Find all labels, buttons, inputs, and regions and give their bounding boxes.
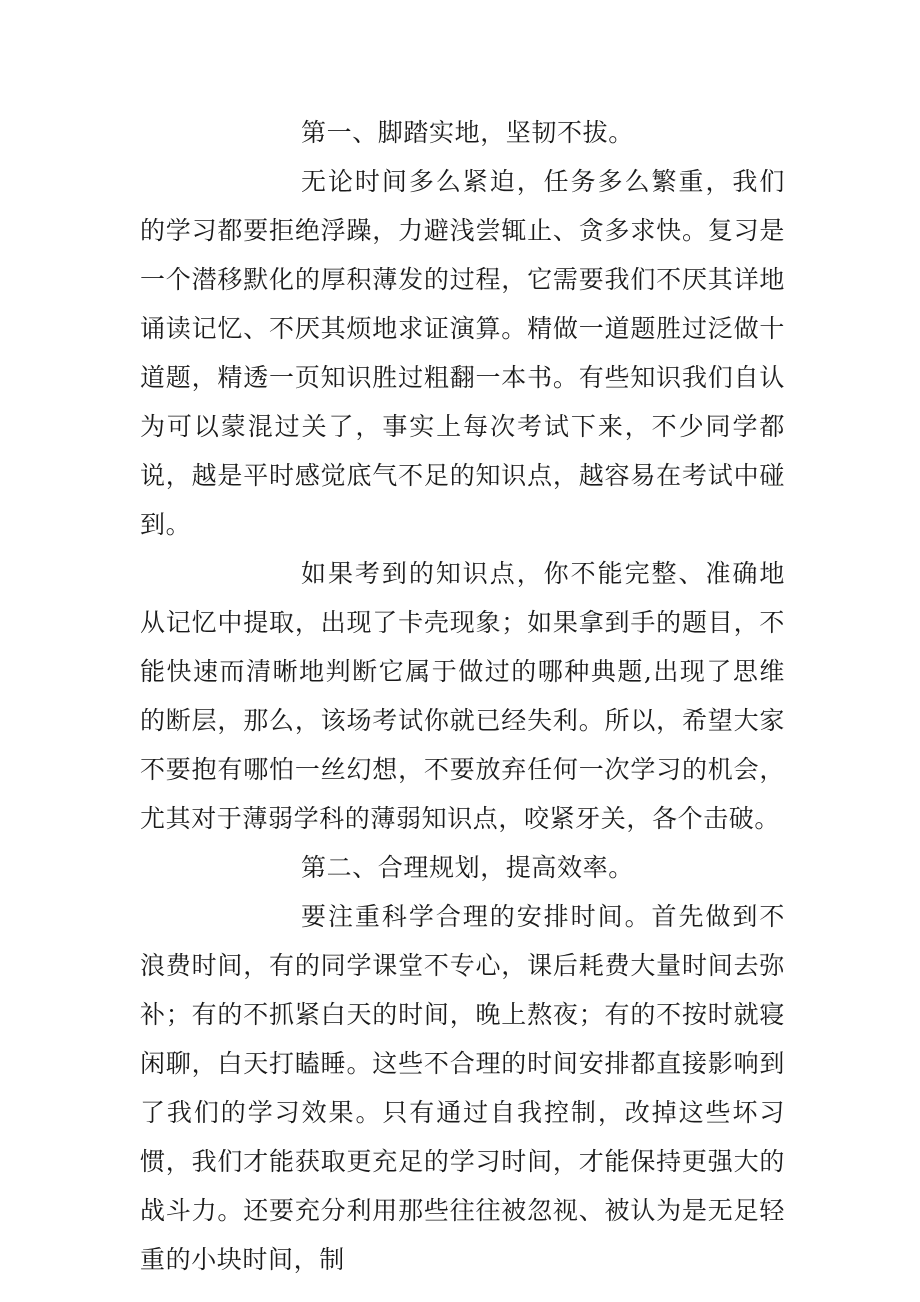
paragraph-1: 无论时间多么紧迫，任务多么繁重，我们的学习都要拒绝浮躁，力避浅尝辄止、贪多求快。复习是一个潜移默化的厚积薄发的过程，它需要我们不厌其详地诵读记忆、不厌其烦地求证演算。精做一道题胜过泛做十道题，精透一页知识胜过粗翻一本书。有些知识我们自认为可以蒙混过关了，事实上每次考试下来，不少同学都说，越是平时感觉底气不足的知识点，越容易在考试中碰到。	[140, 167, 785, 539]
section-heading-1: 第一、脚踏实地，坚韧不拔。	[301, 118, 634, 147]
paragraph-3: 要注重科学合理的安排时间。首先做到不浪费时间，有的同学课堂不专心，课后耗费大量时间去弥补；有的不抓紧白天的时间，晚上熬夜；有的不按时就寝闲聊，白天打瞌睡。这些不合理的时间安排都直接影响到了我们的学习效果。只有通过自我控制，改掉这些坏习惯，我们才能获取更充足的学习时间，才能保持更强大的战斗力。还要充分利用那些往往被忽视、被认为是无足轻重的小块时间，制	[140, 902, 785, 1274]
paragraph-2: 如果考到的知识点，你不能完整、准确地从记忆中提取，出现了卡壳现象；如果拿到手的题目，不能快速而清晰地判断它属于做过的哪种典题,出现了思维的断层，那么，该场考试你就已经失利。所以，希望大家不要抱有哪怕一丝幻想，不要放弃任何一次学习的机会，尤其对于薄弱学科的薄弱知识点，咬紧牙关，各个击破。	[140, 559, 785, 833]
document-body	[140, 108, 785, 1284]
section-heading-2: 第二、合理规划，提高效率。	[301, 853, 634, 882]
